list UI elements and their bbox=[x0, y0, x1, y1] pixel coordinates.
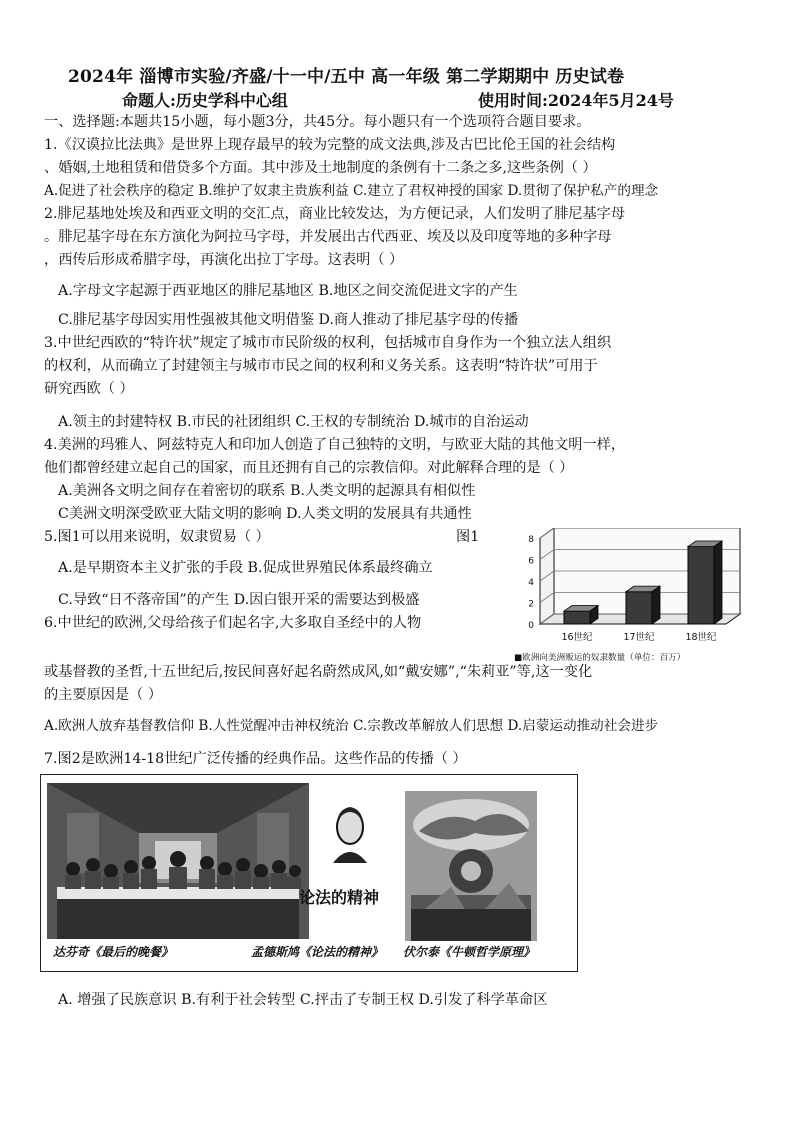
q4-options-ab: A.美洲各文明之间存在着密切的联系 B.人类文明的起源具有相似性 bbox=[58, 483, 476, 499]
last-supper-painting bbox=[47, 783, 309, 939]
q7-stem: 7.图2是欧洲14-18世纪广泛传播的经典作品。这些作品的传播（ ） bbox=[44, 751, 467, 767]
q2-stem-line3: ，西传后形成希腊字母，再演化出拉丁字母。这表明（ ） bbox=[44, 252, 404, 268]
q1-options: A.促进了社会秩序的稳定 B.维护了奴隶主贵族利益 C.建立了君权神授的国家 D.贯彻了保护私产的理念 bbox=[44, 183, 659, 199]
caption-newton-philosophy: 伏尔泰《牛顿哲学原理》 bbox=[403, 945, 536, 959]
caption-spirit-of-laws: 孟德斯鸠《论法的精神》 bbox=[251, 945, 384, 959]
slave-trade-bar-chart bbox=[512, 528, 774, 664]
section-heading: 一、选择题:本题共15小题，每小题3分，共45分。每小题只有一个选项符合题目要求。 bbox=[44, 114, 591, 130]
q1-stem-line2: 、婚姻,土地租赁和借贷多个方面。其中涉及土地制度的条例有十二条之多,这些条例（ ） bbox=[44, 160, 597, 176]
voltaire-frontispiece bbox=[405, 791, 537, 941]
chart-category-label: 18世纪 bbox=[685, 632, 717, 643]
book-title-text: 论法的精神 bbox=[299, 888, 380, 907]
caption-last-supper: 达芬奇《最后的晚餐》 bbox=[53, 945, 174, 959]
q6-stem-line1: 6.中世纪的欧洲,父母给孩子们起名字,大多取自圣经中的人物 bbox=[44, 615, 422, 631]
q6-options: A.欧洲人放弃基督教信仰 B.人性觉醒冲击神权统治 C.宗教改革解放人们思想 D.启蒙运动推动社会进步 bbox=[44, 718, 659, 734]
q2-stem-line1: 2.腓尼基地处埃及和西亚文明的交汇点，商业比较发达，为方便记录，人们发明了腓尼基字母 bbox=[44, 206, 626, 222]
q2-stem-line2: 。腓尼基字母在东方演化为阿拉马字母，并发展出古代西亚、埃及以及印度等地的多种字母 bbox=[44, 229, 612, 245]
q6-stem-line2: 或基督教的圣哲,十五世纪后,按民间喜好起名蔚然成风,如“戴安娜”,“朱莉亚”等,这一变化 bbox=[44, 664, 593, 680]
chart-category-label: 16世纪 bbox=[561, 632, 593, 643]
author-line: 命题人:历史学科中心组 bbox=[122, 91, 288, 110]
q7-options: A. 增强了民族意识 B.有利于社会转型 C.抨击了专制王权 D.引发了科学革命区 bbox=[58, 992, 548, 1008]
q2-options-cd: C.腓尼基字母因实用性强被其他文明借鉴 D.商人推动了排尼基字母的传播 bbox=[58, 312, 519, 328]
q4-stem-line2: 他们都曾经建立起自己的国家，而且还拥有自己的宗教信仰。对此解释合理的是（ ） bbox=[44, 460, 574, 476]
q6-stem-line3: 的主要原因是（ ） bbox=[44, 687, 163, 703]
q5-options-cd: C.导致“日不落帝国”的产生 D.因白银开采的需要达到极盛 bbox=[58, 592, 420, 608]
chart-ytick-label: 8 bbox=[528, 535, 534, 545]
q1-stem-line1: 1.《汉谟拉比法典》是世界上现存最早的较为完整的成文法典,涉及古巴比伦王国的社会结构 bbox=[44, 137, 616, 153]
chart-category-label: 17世纪 bbox=[623, 632, 655, 643]
chart-bar-side bbox=[714, 541, 722, 624]
q5-options-ab: A.是早期资本主义扩张的手段 B.促成世界殖民体系最终确立 bbox=[58, 560, 433, 576]
figure1-chart bbox=[512, 528, 774, 664]
q4-stem-line1: 4.美洲的玛雅人、阿兹特克人和印加人创造了自己独特的文明，与欧亚大陆的其他文明一样， bbox=[44, 437, 626, 453]
chart-bar-side bbox=[652, 586, 660, 624]
chart-ytick-label: 0 bbox=[528, 621, 534, 631]
exam-title: 2024年 淄博市实验/齐盛/十一中/五中 高一年级 第二学期期中 历史试卷 bbox=[68, 67, 625, 87]
q3-options: A.领主的封建特权 B.市民的社团组织 C.王权的专制统治 D.城市的自治运动 bbox=[58, 414, 529, 430]
date-line: 使用时间:2024年5月24号 bbox=[478, 91, 674, 110]
q5-stem: 5.图1可以用来说明，奴隶贸易（ ） bbox=[44, 529, 270, 545]
figure1-label: 图1 bbox=[456, 529, 480, 545]
chart-ytick-label: 4 bbox=[528, 578, 534, 588]
montesquieu-portrait bbox=[325, 801, 375, 863]
q2-options-ab: A.字母文字起源于西亚地区的腓尼基地区 B.地区之间交流促进文字的产生 bbox=[58, 283, 518, 299]
q3-stem-line3: 研究西欧（ ） bbox=[44, 381, 134, 397]
chart-legend: ■欧洲向美洲贩运的奴隶数量（单位：百万） bbox=[514, 653, 686, 663]
chart-ytick-label: 2 bbox=[528, 599, 534, 610]
figure2-image-panel bbox=[40, 774, 578, 972]
chart-ytick-label: 6 bbox=[528, 556, 534, 567]
chart-bar bbox=[564, 611, 590, 624]
q4-options-cd: C美洲文明深受欧亚大陆文明的影响 D.人类文明的发展具有共通性 bbox=[58, 506, 472, 522]
chart-bar bbox=[688, 547, 714, 624]
q3-stem-line2: 的权利，从而确立了封建领主与城市市民之间的权利和义务关系。这表明“特许状”可用于 bbox=[44, 358, 598, 374]
q3-stem-line1: 3.中世纪西欧的“特许状”规定了城市市民阶级的权利，包括城市自身作为一个独立法人组织 bbox=[44, 335, 612, 351]
chart-bar bbox=[626, 592, 652, 624]
